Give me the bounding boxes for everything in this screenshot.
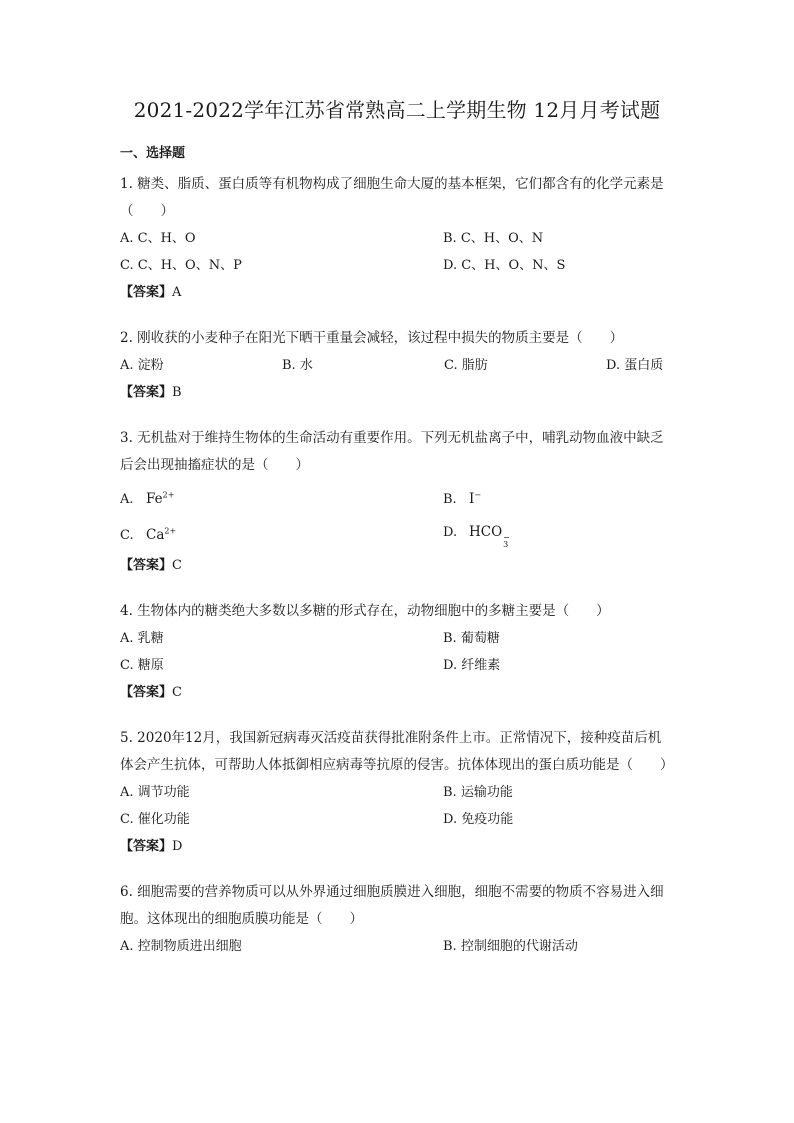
- formula-base: Ca: [146, 527, 165, 543]
- formula-charge: 2+: [162, 490, 175, 499]
- option-a: A. 淀粉: [120, 358, 164, 373]
- option-letter: B.: [443, 491, 457, 507]
- options-grid: [120, 225, 674, 279]
- option-c: C. 催化功能: [120, 812, 190, 827]
- options-grid: [120, 625, 674, 679]
- answer-label: 【答案】: [120, 685, 173, 700]
- option-d: [443, 516, 674, 553]
- answer-value: B: [172, 385, 182, 400]
- option-a: [120, 479, 443, 516]
- option-a: A. C、H、O: [120, 231, 196, 246]
- option-d: D. 纤维素: [443, 658, 501, 673]
- question-stem: 2. 刚收获的小麦种子在阳光下晒干重量会减轻，该过程中损失的物质主要是（ ）: [120, 330, 624, 346]
- question-4: [120, 598, 674, 706]
- option-a: A. 调节功能: [120, 785, 190, 800]
- option-b: B. 控制细胞的代谢活动: [443, 939, 578, 954]
- answer-label: 【答案】: [120, 385, 173, 400]
- option-d: D. 蛋白质: [606, 358, 664, 373]
- option-b: [443, 479, 674, 516]
- option-c: C. 脂肪: [444, 358, 488, 373]
- option-a: A. 控制物质进出细胞: [120, 939, 242, 954]
- options-grid: [120, 779, 674, 833]
- answer-line: [120, 679, 674, 706]
- question-2: [120, 325, 674, 406]
- option-c: C. 糖原: [120, 658, 164, 673]
- formula-base: I: [469, 490, 475, 507]
- question-stem: 1. 糖类、脂质、蛋白质等有机物构成了细胞生命大厦的基本框架，它们都含有的化学元素是（ ）: [120, 176, 664, 219]
- formula-ca: [146, 527, 176, 543]
- answer-label: 【答案】: [120, 558, 173, 573]
- option-letter: D.: [443, 524, 458, 540]
- answer-line: [120, 279, 674, 306]
- formula-subscript: 3: [503, 539, 509, 549]
- question-stem: 6. 细胞需要的营养物质可以从外界通过细胞质膜进入细胞，细胞不需要的物质不容易进入细胞。这体现出的细胞质膜功能是（ ）: [120, 884, 664, 927]
- option-b: B. 运输功能: [443, 785, 513, 800]
- options-grid: [120, 479, 674, 552]
- question-stem: 3. 无机盐对于维持生物体的生命活动有重要作用。下列无机盐离子中，哺乳动物血液中缺乏后会出现抽搐症状的是（ ）: [120, 430, 664, 473]
- formula-hco3: [469, 523, 510, 549]
- section-heading: 一、选择题: [120, 146, 186, 161]
- formula-charge: −: [503, 532, 510, 542]
- option-c: [120, 516, 443, 553]
- question-5: [120, 725, 674, 860]
- option-b: B. 葡萄糖: [443, 631, 500, 646]
- option-a: A. 乳糖: [120, 631, 164, 646]
- answer-line: [120, 552, 674, 579]
- answer-value: C: [172, 558, 182, 573]
- answer-label: 【答案】: [120, 285, 173, 300]
- formula-i: [469, 491, 481, 507]
- answer-label: 【答案】: [120, 839, 173, 854]
- formula-base: HCO: [469, 523, 503, 540]
- option-d: D. C、H、O、N、S: [443, 258, 566, 273]
- options-grid: [120, 933, 674, 960]
- option-b: B. C、H、O、N: [443, 231, 544, 246]
- option-letter: C.: [120, 528, 134, 543]
- question-6: [120, 879, 674, 960]
- formula-charge: 2+: [164, 526, 177, 536]
- option-b: B. 水: [282, 358, 313, 373]
- answer-line: [120, 833, 674, 860]
- options-grid: [120, 352, 674, 379]
- option-d: D. 免疫功能: [443, 812, 514, 827]
- answer-line: [120, 379, 674, 406]
- page-title: 2021-2022学年江苏省常熟高二上学期生物 12月月考试题: [133, 98, 661, 122]
- question-1: [120, 171, 674, 306]
- formula-ion: [503, 534, 510, 548]
- answer-value: C: [172, 685, 182, 700]
- formula-charge: −: [474, 490, 482, 499]
- formula-base: Fe: [146, 490, 163, 507]
- answer-value: A: [172, 285, 182, 300]
- answer-value: D: [172, 839, 183, 854]
- formula-fe: [146, 491, 174, 507]
- option-c: C. C、H、O、N、P: [120, 258, 242, 273]
- option-letter: A.: [120, 491, 134, 507]
- question-stem: 5. 2020年12月，我国新冠病毒灭活疫苗获得批准附条件上市。正常情况下，接种疫苗后机体会产生抗体，可帮助人体抵御相应病毒等抗原的侵害。抗体体现出的蛋白质功能是（ ）: [120, 730, 674, 773]
- question-3: [120, 425, 674, 579]
- question-stem: 4. 生物体内的糖类绝大多数以多糖的形式存在，动物细胞中的多糖主要是（ ）: [120, 603, 610, 619]
